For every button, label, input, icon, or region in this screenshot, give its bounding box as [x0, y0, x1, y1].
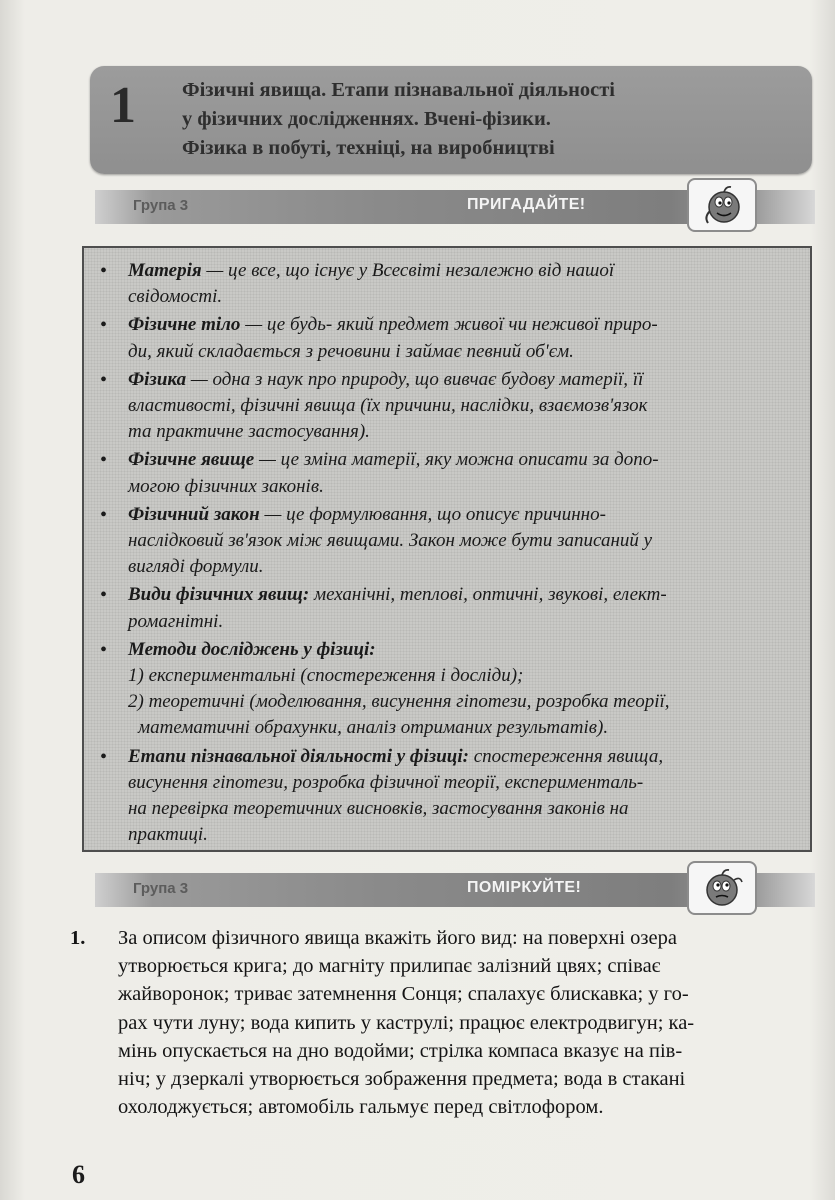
exercise-line: утворюється крига; до магніту прилипає залізний цвях; співає: [118, 955, 661, 978]
fact-text: 1) експериментальні (спостереження і досліди);: [128, 665, 524, 687]
exercise-line: За описом фізичного явища вкажіть його вид: на поверхні озера: [118, 927, 677, 949]
exercise-number: 1.: [70, 927, 86, 949]
list-item: [84, 637, 796, 742]
fact-term: Фізичне тіло: [128, 314, 241, 336]
bullet-icon: •: [100, 368, 108, 391]
fact-text: — це все, що існує у Всесвіті незалежно від нашої: [206, 260, 615, 281]
exercise-line: жайворонок; триває затемнення Сонця; спалахує блискавка; у го-: [118, 983, 689, 1006]
exercise-line: рах чути луну; вода кипить у каструлі; працює електродвигун; ка-: [118, 1011, 695, 1034]
bullet-icon: •: [100, 638, 108, 661]
list-item: [84, 367, 796, 446]
bullet-icon: •: [100, 260, 108, 282]
exercise-line: мінь опускається на дно водойми; стрілка компаса вказує на пів-: [118, 1039, 683, 1062]
exercise-text: [118, 924, 822, 1121]
fact-term: Фізичне явище: [128, 449, 255, 471]
facts-list: [84, 248, 810, 848]
fact-term: Матерія: [128, 260, 202, 281]
fact-text: практиці.: [128, 824, 208, 846]
chapter-title-line: Фізичні явища. Етапи пізнавальної діяльності: [182, 79, 616, 101]
fact-text: ди, який складається з речовини і займає певний об'єм.: [128, 340, 574, 362]
chapter-number: 1: [110, 77, 136, 134]
think-banner: [95, 873, 815, 907]
fact-text: та практичне застосування).: [128, 421, 370, 443]
fact-term: Методи досліджень у фізиці:: [128, 638, 376, 660]
chapter-title: [182, 76, 792, 163]
list-item: [84, 744, 796, 849]
fact-text: наслідковий зв'язок між явищами. Закон може бути записаний у: [128, 530, 653, 552]
page-number: 6: [72, 1160, 85, 1189]
fact-text: — це будь- який предмет живої чи неживої приро-: [245, 314, 658, 336]
fact-text: — це формулювання, що описує причинно-: [264, 503, 606, 525]
list-item: [84, 258, 796, 310]
exercise-1: [70, 924, 822, 1121]
fact-text: висунення гіпотези, розробка фізичної теорії, експерименталь-: [128, 771, 644, 793]
chapter-title-line: Фізика в побуті, техніці, на виробництві: [182, 137, 555, 159]
fact-text: механічні, теплові, оптичні, звукові, елект-: [313, 584, 667, 606]
fact-term: Фізичний закон: [128, 503, 260, 525]
mascot-icon: [687, 178, 757, 232]
exercise-line: охолоджується; автомобіль гальмує перед світлофором.: [118, 1096, 604, 1119]
list-item: [84, 582, 796, 634]
fact-text: — це зміна матерії, яку можна описати за допо-: [258, 449, 659, 471]
bullet-icon: •: [100, 584, 108, 607]
group-label: Група 3: [133, 880, 189, 897]
list-item: [84, 312, 796, 364]
exercise-line: ніч; у дзеркалі утворюється зображення предмета; вода в стакані: [118, 1068, 686, 1091]
bullet-icon: •: [100, 745, 108, 768]
fact-text: — одна з наук про природу, що вивчає будову матерії, її: [190, 368, 644, 390]
think-title: ПОМІРКУЙТЕ!: [467, 879, 582, 896]
list-item: [84, 502, 796, 581]
bullet-icon: •: [100, 314, 108, 337]
fact-term: Етапи пізнавальної діяльності у фізиці:: [128, 745, 469, 767]
fact-text: властивості, фізичні явища (їх причини, наслідки, взаємозв'язок: [128, 395, 648, 417]
bullet-icon: •: [100, 503, 108, 526]
fact-text: могою фізичних законів.: [128, 475, 324, 497]
remember-box: [82, 246, 812, 852]
fact-text: ромагнітні.: [128, 610, 224, 632]
fact-text: вигляді формули.: [128, 556, 264, 578]
mascot-icon: [687, 861, 757, 915]
fact-text: свідомості.: [128, 286, 223, 308]
fact-term: Фізика: [128, 368, 187, 390]
list-item: [84, 447, 796, 499]
fact-term: Види фізичних явищ:: [128, 584, 310, 606]
fact-text: 2) теоретичні (моделювання, висунення гіпотези, розробка теорії,: [128, 691, 670, 713]
fact-text: математичні обрахунки, аналіз отриманих результатів).: [138, 717, 609, 739]
chapter-header: [90, 66, 812, 174]
fact-text: спостереження явища,: [473, 745, 664, 767]
remember-banner: [95, 190, 815, 224]
group-label: Група 3: [133, 197, 189, 214]
chapter-title-line: у фізичних дослідженнях. Вчені-фізики.: [182, 108, 551, 130]
bullet-icon: •: [100, 449, 108, 472]
fact-text: на перевірка теоретичних висновків, застосування законів на: [128, 798, 629, 820]
remember-title: ПРИГАДАЙТЕ!: [467, 196, 586, 213]
